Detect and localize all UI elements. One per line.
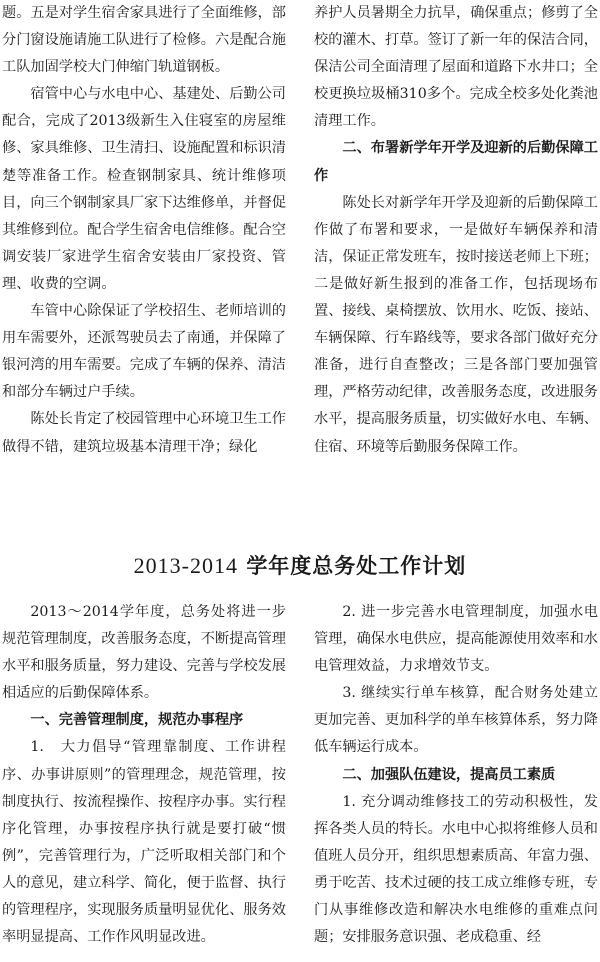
paragraph: 车管中心除保证了学校招生、老师培训的用车需要外，还派驾驶员去了南通，并保障了银河湾的用车需要。完成了车辆的保养、清洁和部分车辆过户手续。 (2, 303, 286, 401)
paragraph: 宿管中心与水电中心、基建处、后勤公司配合，完成了2013级新生入住寝室的房屋维修、家具维修、卫生清扫、设施配置和标识清楚等准备工作。检查钢制家具、统计维修项目，向三个钢制家具厂家下达维修单，并督促其维修到位。配合学生宿舍电信维修。配合空调安装厂家进学生宿舍安装由厂家投资、管理、收费的空调。 (2, 86, 286, 292)
top-right-column (314, 0, 598, 461)
plan-title-year: 2013-2014 (133, 553, 238, 578)
bottom-right-column (314, 599, 598, 951)
paragraph: 题。五是对学生宿舍家具进行了全面维修，部分门窗设施请施工队进行了检修。六是配合施工队加固学校大门伸缩门轨道钢板。 (2, 5, 286, 76)
bottom-left-column (2, 599, 286, 951)
section-heading: 一、完善管理制度，规范办事程序 (30, 712, 244, 729)
paragraph: 陈处长肯定了校园管理中心环境卫生工作做得不错，建筑垃圾基本清理干净；绿化 (2, 411, 286, 455)
paragraph: 2. 进一步完善水电管理制度，加强水电管理，确保水电供应，提高能源使用效率和水电管理效益，力求增效节支。 (314, 604, 598, 675)
paragraph: 2013～2014学年度，总务处将进一步规范管理制度，改善服务态度，不断提高管理水平和服务质量，努力建设、完善与学校发展相适应的后勤保障体系。 (2, 604, 286, 702)
paragraph: 1. 充分调动维修技工的劳动积极性，发挥各类人员的特长。水电中心拟将维修人员和值班人员分开，组织思想素质高、年富力强、勇于吃苦、技术过硬的技工成立维修专班，专门从事维修改造和解决水电维修的重难点问题；安排服务意识强、老成稳重、经 (314, 793, 598, 946)
paragraph: 3. 继续实行单车核算，配合财务处建立更加完善、更加科学的单车核算体系，努力降低车辆运行成本。 (314, 685, 598, 756)
section-heading: 二、加强队伍建设，提高员工素质 (342, 766, 556, 783)
paragraph: 养护人员暑期全力抗旱，确保重点；修剪了全校的灌木、打草。签订了新一年的保洁合同，保洁公司全面清理了屋面和道路下水井口；全校更换垃圾桶310多个。完成全校多处化粪池清理工作。 (314, 5, 598, 130)
top-left-column (2, 0, 286, 461)
paragraph: 陈处长对新学年开学及迎新的后勤保障工作做了布署和要求，一是做好车辆保养和清洁，保证正常发班车，按时接送老师上下班；二是做好新生报到的准备工作，包括现场布置、接线、桌椅摆放、饮用水、吃饭、接站、车辆保障、行车路线等，要求各部门做好充分准备，进行自查整改；三是各部门要加强管理，严格劳动纪律，改善服务态度，改进服务水平，提高服务质量，切实做好水电、车辆、住宿、环境等后勤服务保障工作。 (314, 194, 598, 455)
plan-title (0, 552, 600, 580)
paragraph: 1. 大力倡导“管理靠制度、工作讲程序、办事讲原则”的管理理念，规范管理，按制度执行、按流程操作、按程序办事。实行程序化管理，办事按程序执行就是要打破“惯例”，完善管理行为，广泛听取相关部门和个人的意见，建立科学、简化，便于监督、执行的管理程序，实现服务质量明显优化、服务效率明显提高、工作作风明显改进。 (2, 739, 286, 946)
section-heading: 二、布署新学年开学及迎新的后勤保障工作 (314, 140, 598, 184)
plan-title-text: 学年度总务处工作计划 (246, 554, 467, 578)
